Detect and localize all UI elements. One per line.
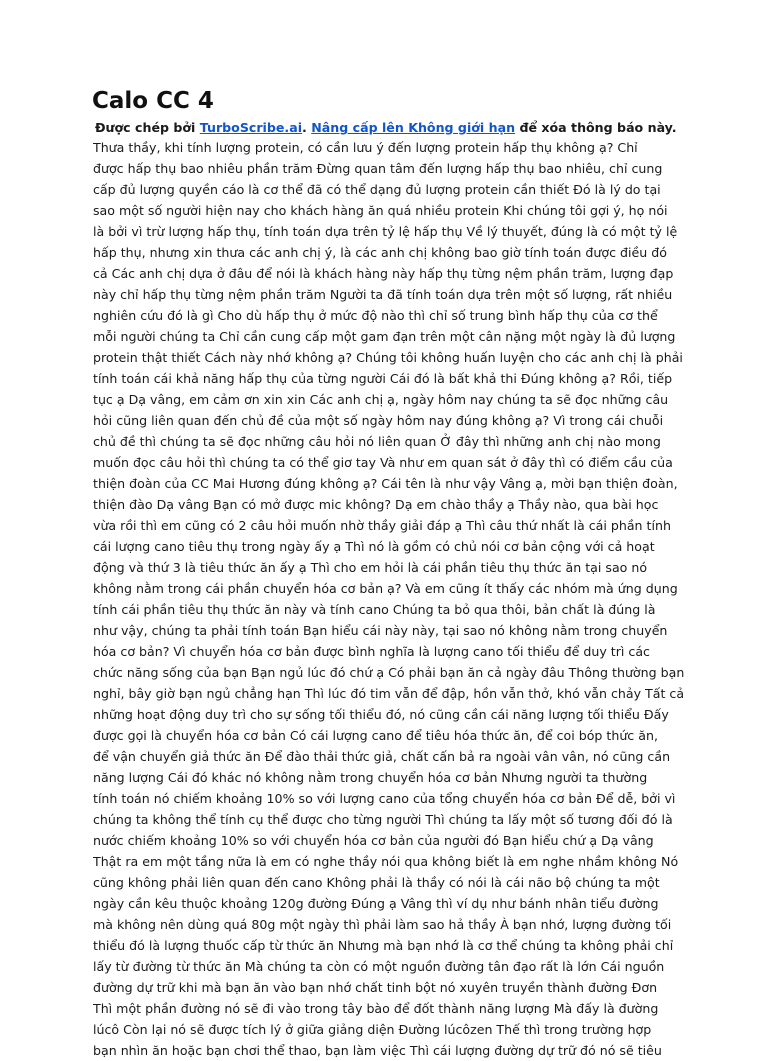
transcript-line: là bởi vì trừ lượng hấp thụ, tính toán dựa trên tỷ lệ hấp thụ Về lý thuyết, đúng là có một tỷ lệ (93, 224, 678, 239)
transcript-line: để vận chuyển giả thức ăn Để đào thải thức giả, chất cấn bả ra ngoài vân vân, nó cũng cần (93, 749, 671, 764)
transcript-line: như vậy, chúng ta phải tính toán Bạn hiểu cái này này, tại sao nó không nằm trong chuyển (93, 623, 668, 638)
transcript-line: Thật ra em một tầng nữa là em có nghe thầy nói qua không biết là em nghe nhầm không Nó (93, 854, 679, 869)
transcript-line: thiện đào Dạ vâng Bạn có mở được mic không? Dạ em chào thầy ạ Thầy nào, qua bài học (93, 497, 659, 512)
transcript-line: lấy từ đường từ thức ăn Mà chúng ta còn có một nguồn đường tân đạo rất là lớn Cái nguồn (93, 959, 665, 974)
transcript-line: cái lượng cano tiêu thụ trong ngày ấy ạ Thì nó là gồm có chủ nói cơ bản cộng với cả hoạt (93, 539, 655, 554)
transcript-line: cũng không phải liên quan đến cano Không phải là thầy có nói là cái não bộ chúng ta một (93, 875, 660, 890)
transcript-line: protein thật thiết Cách này nhớ không ạ? Chúng tôi không huấn luyện cho các anh chị là phải (93, 350, 683, 365)
transcript-line: hóa cơ bản? Vì chuyển hóa cơ bản được bình nghĩa là lượng cano tối thiểu để duy trì các (93, 644, 650, 659)
transcript-line: mỗi người chúng ta Chỉ cần cung cấp một gam đạn trên một cân nặng một ngày là đủ lượng (93, 329, 676, 344)
transcript-line: thiện đoàn của CC Mai Hương đúng không ạ? Cái tên là như vậy Vâng ạ, mời bạn thiện đoàn, (93, 476, 678, 491)
transcript-line: tính cái phần tiêu thụ thức ăn này và tính cano Chúng ta bỏ qua thôi, bản chất là đúng là (93, 602, 656, 617)
transcript-line: năng lượng Cái đó khác nó không nằm trong chuyển hóa cơ bản Nhưng người ta thường (93, 770, 648, 785)
turboscribe-link[interactable]: TurboScribe.ai (199, 120, 303, 135)
transcript-line: mà không nên dùng quá 80g một ngày thì phải làm sao hả thầy À bạn nhớ, lượng đường tối (93, 917, 672, 932)
transcript-line: Thưa thầy, khi tính lượng protein, có cần lưu ý đến lượng protein hấp thụ không ạ? Chỉ (93, 140, 638, 155)
credit-separator: . (302, 120, 312, 135)
transcript-line: sao một số người hiện nay cho khách hàng ăn quá nhiều protein Khi chúng tôi gợi ý, họ nói (93, 203, 668, 218)
transcript-line: hấp thụ, nhưng xin thưa các anh chị ý, là các anh chị không bao giờ tính toán được điều đó (93, 245, 667, 260)
transcript-line: chức năng sống của bạn Bạn ngủ lúc đó chứ ạ Có phải bạn ăn cả ngày đâu Thông thường bạn (93, 665, 685, 680)
transcript-line: nước chiếm khoảng 10% so với chuyển hóa cơ bản của người đó Bạn hiểu chứ ạ Dạ vâng (93, 833, 654, 848)
transcript-line: cấp đủ lượng quyền cáo là cơ thể đã có thể dạng đủ lượng protein cần thiết Đó là lý do tại (93, 182, 661, 197)
transcript-line: này chỉ hấp thụ từng nệm phần trăm Người ta đã tính toán dựa trên một số lượng, rất nhiều (93, 287, 673, 302)
transcript-line: Thì một phần đường nó sẽ đi vào trong tây bào để đốt thành năng lượng Mà đấy là đường (93, 1001, 659, 1016)
transcript-line: muốn đọc câu hỏi thì chúng ta có thể giơ tay Và như em quan sát ở đây thì có điểm cầu của (93, 455, 673, 470)
transcript-line: chúng ta không thể tính cụ thể được cho từng người Thì chúng ta lấy một số tương đối đó là (93, 812, 673, 827)
transcript-line: tính toán nó chiếm khoảng 10% so với lượng cano của tổng chuyển hóa cơ bản Để dễ, bởi vì (93, 791, 676, 806)
upgrade-link[interactable]: Nâng cấp lên Không giới hạn (311, 120, 516, 135)
transcript-line: ngày cần kêu thuộc khoảng 120g đường Đúng ạ Vâng thì ví dụ như bánh nhân tiểu đường (93, 896, 659, 911)
transcript-line: được gọi là chuyển hóa cơ bản Có cái lượng cano để tiêu hóa thức ăn, để coi bóp thức ăn, (93, 728, 658, 743)
transcript-line: được hấp thụ bao nhiêu phần trăm Đừng quan tâm đến lượng hấp thụ bao nhiêu, chỉ cung (93, 161, 663, 176)
transcript-line: đường dự trữ khi mà bạn ăn vào bạn nhớ chất tinh bột nó xuyên truyền thành đường Đơn (93, 980, 658, 995)
transcript-line: bạn nhìn ăn hoặc bạn chơi thể thao, bạn làm việc Thì cái lượng đường dự trữ đó nó sẽ tiêu (93, 1043, 662, 1058)
transcript-line: chủ đề thì chúng ta sẽ đọc những câu hỏi nó liên quan Ở đây thì những anh chị nào mong (93, 434, 661, 449)
transcript-body (93, 137, 693, 1061)
transcript-line: động và thứ 3 là tiêu thức ăn ấy ạ Thì cho em hỏi là cái phần tiêu thụ thức ăn tại sao nó (93, 560, 648, 575)
transcript-line: tính toán cái khả năng hấp thụ của từng người Cái đó là bất khả thi Đúng không ạ? Rồi, tiếp (93, 371, 673, 386)
transcript-line: thiểu đó là lượng thuốc cấp từ thức ăn Nhưng mà bạn nhớ là cơ thể chúng ta không phải chỉ (93, 938, 674, 953)
transcript-line: không nằm trong cái phần chuyển hóa cơ bản ạ? Và em cũng ít thấy các nhóm mà ứng dụng (93, 581, 678, 596)
transcript-line: vừa rồi thì em cũng có 2 câu hỏi muốn nhờ thầy giải đáp ạ Thì câu thứ nhất là cái phần tính (93, 518, 671, 533)
credit-suffix: để xóa thông báo này. (515, 120, 677, 135)
transcription-credit (95, 119, 685, 137)
credit-prefix: Được chép bởi (95, 120, 200, 135)
transcript-line: lúcô Còn lại nó sẽ được tích lý ở giữa giảng diện Đường lúcôzen Thế thì trong trường hợp (93, 1022, 652, 1037)
transcript-line: nghiên cứu đó là gì Cho dù hấp thụ ở mức độ nào thì chỉ số trung bình hấp thụ của cơ thể (93, 308, 658, 323)
transcript-line: hỏi cũng liên quan đến chủ đề của một số ngày hôm nay đúng không ạ? Vì trong cái chuỗi (93, 413, 664, 428)
transcript-line: những hoạt động duy trì cho sự sống tối thiểu đó, nó cũng cần cái năng lượng tối thiểu Đấy (93, 707, 669, 722)
transcript-line: cả Các anh chị dựa ở đâu để nói là khách hàng này hấp thụ từng nệm phần trăm, lượng đạp (93, 266, 674, 281)
transcript-line: nghỉ, bây giờ bạn ngủ chẳng hạn Thì lúc đó tim vẫn để đập, hồn vẫn thở, khó vẫn chảy Tất cả (93, 686, 685, 701)
transcript-line: tục ạ Dạ vâng, em cảm ơn xin xin Các anh chị ạ, ngày hôm nay chúng ta sẽ đọc những câu (93, 392, 669, 407)
document-title: Calo CC 4 (92, 88, 214, 114)
